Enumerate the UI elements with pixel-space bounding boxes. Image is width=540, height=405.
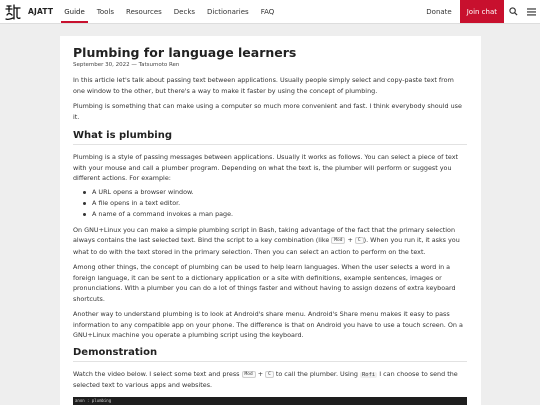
nav-link-tools[interactable]: Tools <box>96 7 115 16</box>
heading-divider <box>73 361 467 362</box>
nav-link-decks[interactable]: Decks <box>173 7 196 16</box>
nav-link-dictionaries[interactable]: Dictionaries <box>207 7 249 16</box>
linux-text-a: On GNU+Linux you can make a simple plumbing script in Bash, taking advantage of the fact that the primary selection always contains the last selected text. Bind the script to a key combination (like <box>73 225 455 244</box>
demo-text-c: I can choose to send the selected text to various apps and websites. <box>73 369 458 389</box>
android-paragraph: Another way to understand plumbing is to look at Android's share menu. Android's Share menu makes it easy to pass information to any compatible app on your phone. The difference is that on Android you have to use a touch screen. On a GNU+Linux machine you operate a plumbing script using the keyboard. <box>73 310 463 339</box>
heading-demonstration: Demonstration <box>73 346 158 358</box>
nav-link-faq[interactable]: FAQ <box>260 7 275 16</box>
list-item: A URL opens a browser window. <box>83 187 467 198</box>
what-paragraph: Plumbing is a style of passing messages between applications. Usually it works as follows. You can select a piece of text with your mouse and call a plumber program. Depending on what the text is, the plumber will perform or suggest you different actions. For example: <box>73 153 459 182</box>
demo-text-a: Watch the video below. I select some text and press <box>73 369 242 378</box>
logo-icon[interactable] <box>0 0 26 24</box>
kbd-c: C <box>355 237 364 244</box>
intro-paragraph-2: Plumbing is something that can make using a computer so much more convenient and fast. I think everybody should use it. <box>73 102 462 121</box>
languages-paragraph: Among other things, the concept of plumbing can be used to help learn languages. When the user selects a word in a foreign language, it can be sent to a dictionary application or a site with definitions, example sentences, images or pronunciations. With a plumber you can do a lot of things faster and without having to assign dozens of extra keyboard shortcuts. <box>73 263 456 303</box>
brand-name[interactable]: AJATT <box>28 7 54 16</box>
kbd-mod: Mod <box>242 371 256 378</box>
kbd-c: C <box>265 371 274 378</box>
nav-spacer <box>280 0 418 23</box>
demo-text-b: to call the plumber. Using <box>273 369 360 378</box>
article-meta: September 30, 2022 — Tatsumoto Ren <box>73 62 180 68</box>
article-card <box>60 36 481 405</box>
examples-list <box>83 187 467 220</box>
intro-paragraph-1: In this article let's talk about passing text between applications. Usually people simply select and copy-paste text from one window to the other, but there's a way to make it faster by using the concept of plumbing. <box>73 76 454 95</box>
kbd-plus: + <box>255 369 266 378</box>
linux-paragraph <box>73 225 467 258</box>
video-title-bar: anon : plumbing <box>75 397 112 403</box>
nav-link-guide[interactable]: Guide <box>58 0 91 23</box>
demo-video-player[interactable] <box>73 397 467 405</box>
kbd-plus: + <box>345 236 355 244</box>
list-item: A name of a command invokes a man page. <box>83 209 467 220</box>
heading-divider <box>73 144 467 145</box>
menu-icon[interactable] <box>522 0 540 23</box>
donate-link[interactable]: Donate <box>426 7 452 16</box>
top-navbar <box>0 0 540 24</box>
code-rofi: Rofi <box>361 371 376 378</box>
list-item: A file opens in a text editor. <box>83 198 467 209</box>
search-icon[interactable] <box>504 0 522 23</box>
heading-what-is-plumbing: What is plumbing <box>73 130 173 141</box>
nav-link-resources[interactable]: Resources <box>126 7 162 16</box>
join-chat-button[interactable]: Join chat <box>460 0 504 23</box>
article-title: Plumbing for language learners <box>73 45 297 60</box>
linux-text-b: ). When you run it, it asks you what to do with the text stored in the primary selection. Then you can select an action to perform on the text. <box>73 236 460 256</box>
demo-paragraph <box>73 369 467 391</box>
kbd-mod: Mod <box>331 237 345 244</box>
